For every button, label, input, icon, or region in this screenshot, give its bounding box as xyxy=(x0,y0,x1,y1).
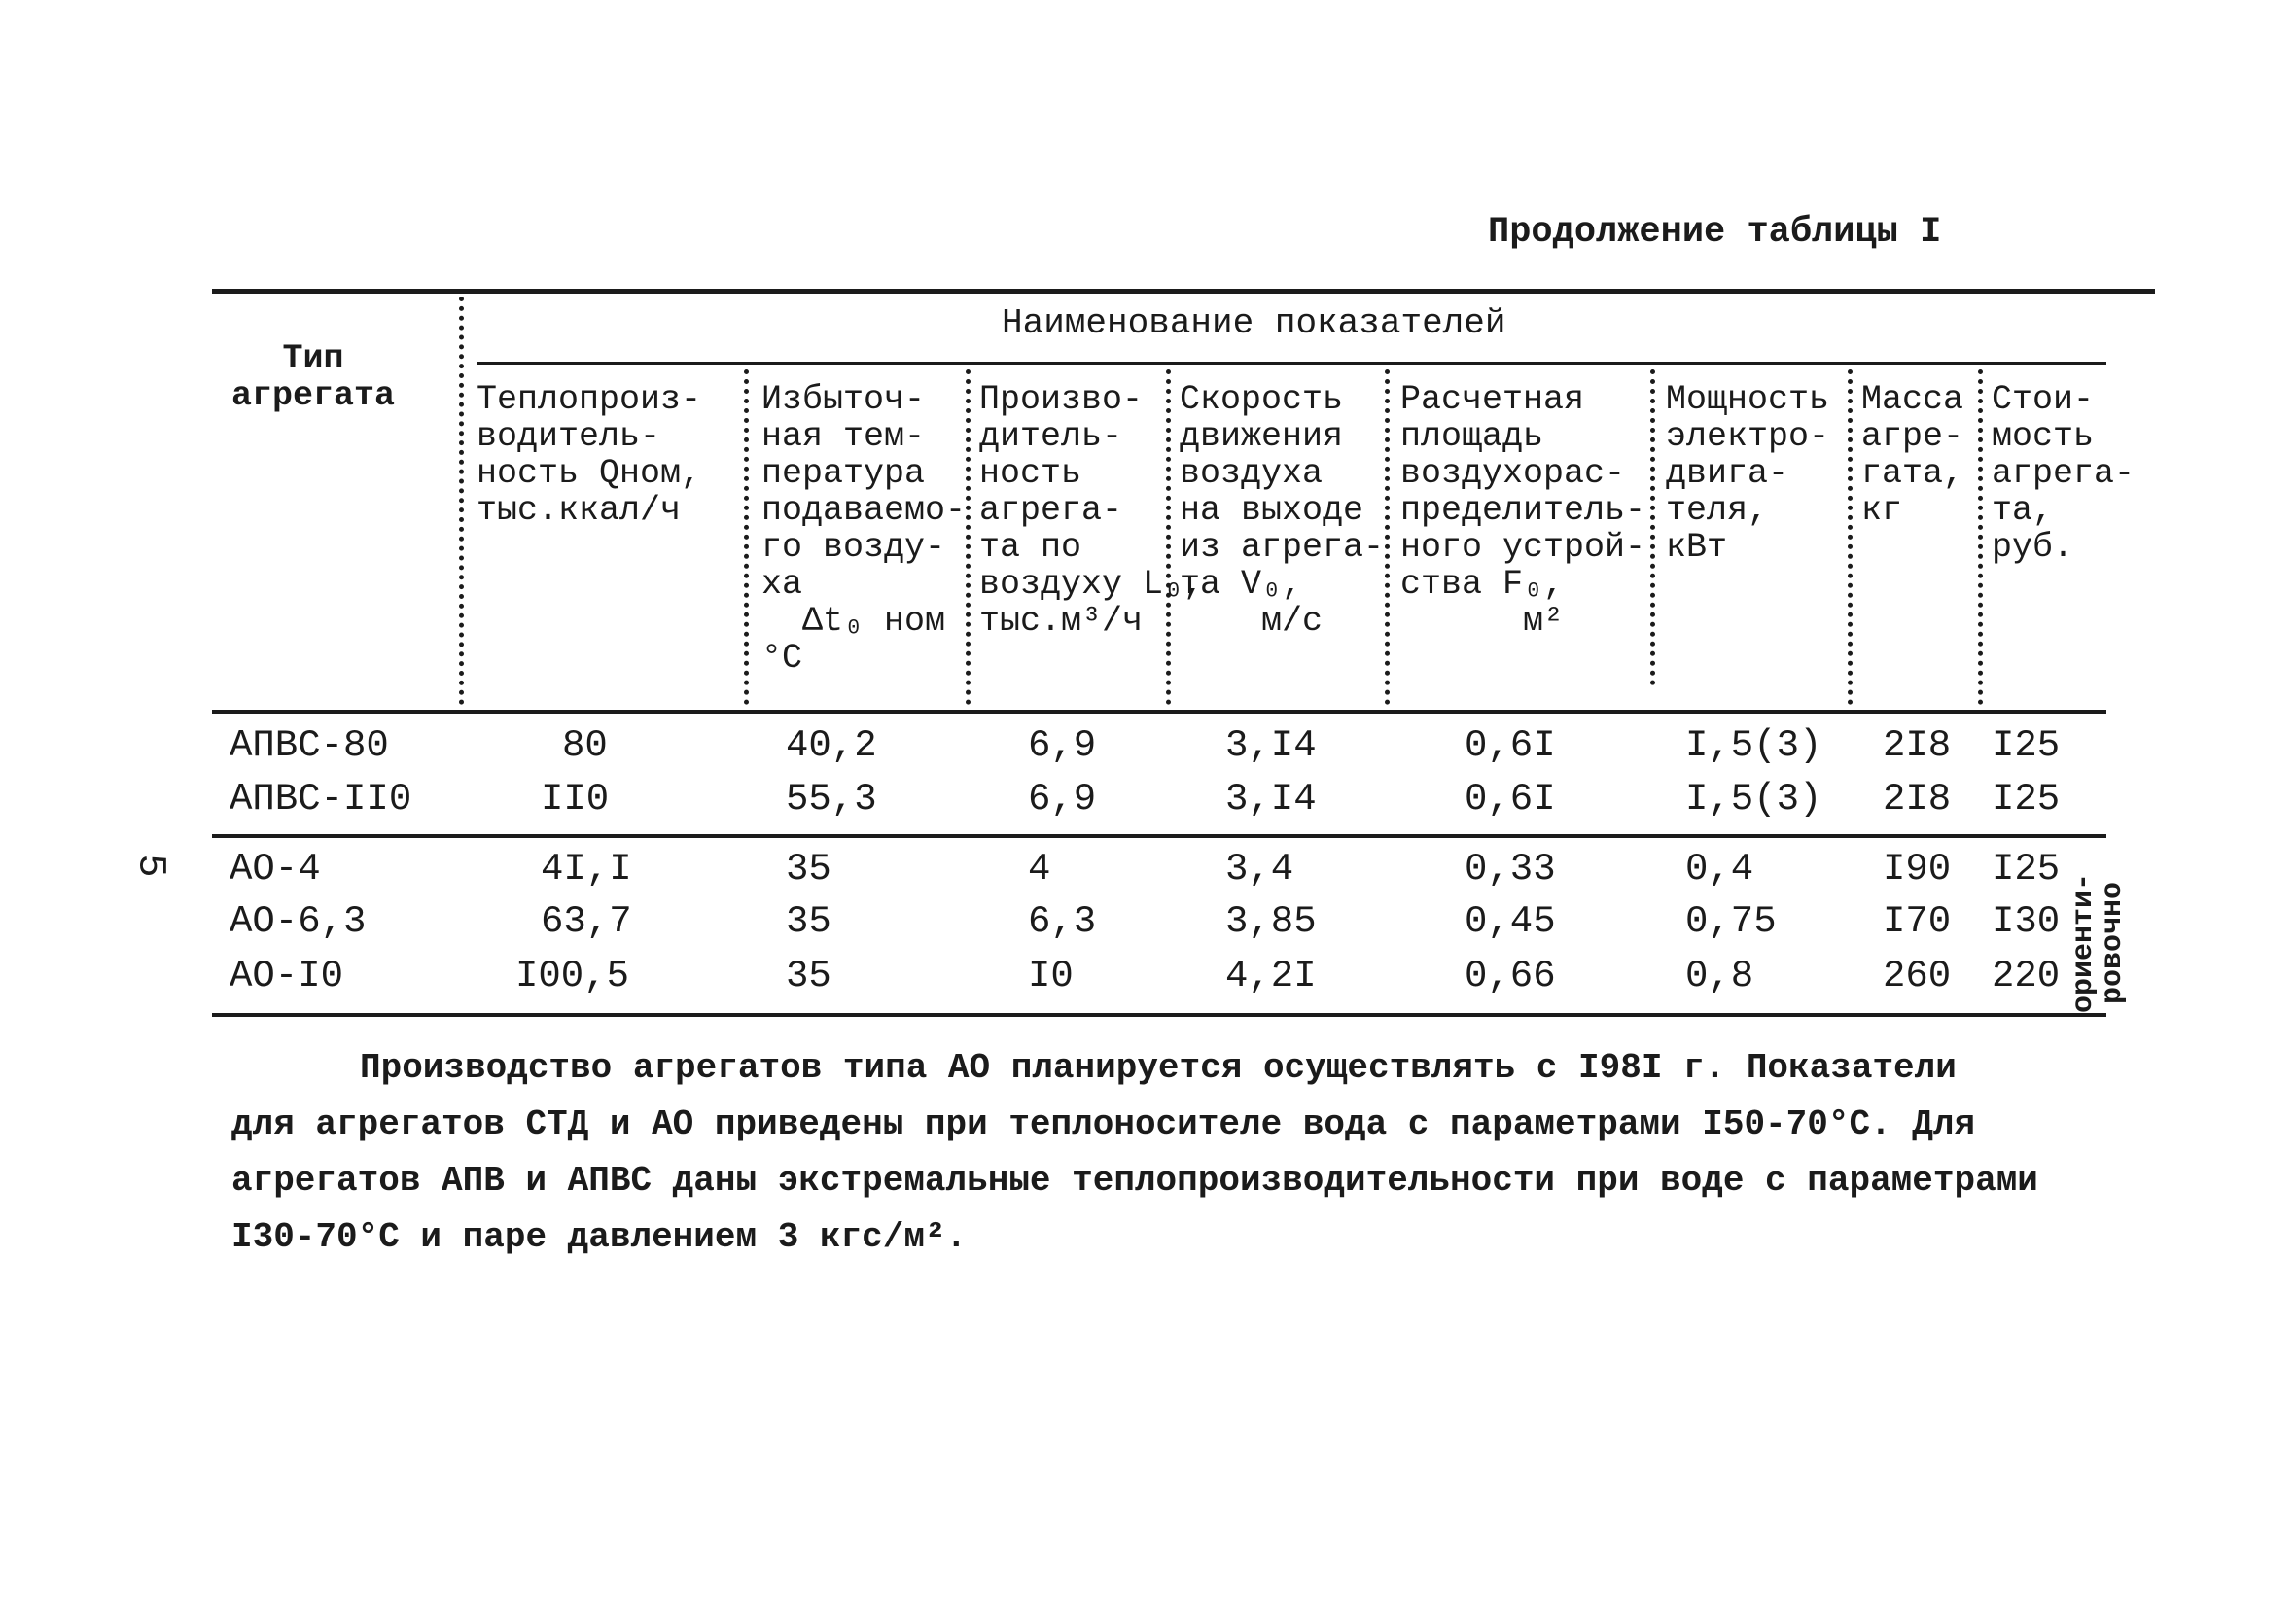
column-separator xyxy=(966,369,971,705)
group-separator-rule xyxy=(212,834,2106,838)
group-header: Наименование показателей xyxy=(1002,303,1506,343)
table-cell: 6,9 xyxy=(1028,778,1097,821)
column-header: Расчетная площадь воздухорас- пределитель- ного устрой- ства F₀, м² xyxy=(1400,380,1646,641)
header-bottom-rule xyxy=(212,710,2106,714)
table-cell: 3,85 xyxy=(1225,900,1317,943)
column-header: Избыточ- ная тем- пература подаваемо- го возду- ха Δt₀ ном °C xyxy=(761,380,967,678)
table-cell: АО-I0 xyxy=(230,955,344,997)
column-header: Произво- дитель- ность агрега- та по воздуху L₀, тыс.м³/ч xyxy=(979,380,1205,641)
table-cell: I70 xyxy=(1883,900,1952,943)
table-cell: I,5(3) xyxy=(1685,778,1822,821)
column-separator xyxy=(1848,369,1853,705)
table-bottom-rule xyxy=(212,1013,2106,1017)
table-cell: I00,5 xyxy=(515,955,630,997)
table-cell: 2I8 xyxy=(1883,724,1952,767)
table-cell: 3,I4 xyxy=(1225,724,1317,767)
table-cell: 3,I4 xyxy=(1225,778,1317,821)
table-cell: 0,4 xyxy=(1685,848,1754,891)
table-cell: 40,2 xyxy=(786,724,877,767)
table-cell: 220 xyxy=(1992,955,2061,997)
table-cell: 0,45 xyxy=(1465,900,1556,943)
table-cell: 260 xyxy=(1883,955,1952,997)
table-cell: II0 xyxy=(541,778,610,821)
note-line: для агрегатов СТД и АО приведены при теплоносителе вода с параметрами I50-70°С. Для xyxy=(231,1104,1976,1144)
table-cell: 2I8 xyxy=(1883,778,1952,821)
table-cell: 0,66 xyxy=(1465,955,1556,997)
table-cell: 55,3 xyxy=(786,778,877,821)
column-separator xyxy=(1650,369,1655,685)
table-caption: Продолжение таблицы I xyxy=(1488,212,1942,253)
table-cell: I,5(3) xyxy=(1685,724,1822,767)
table-cell: I0 xyxy=(1028,955,1074,997)
column-separator xyxy=(744,369,749,705)
table-cell: 6,3 xyxy=(1028,900,1097,943)
table-cell: 3,4 xyxy=(1225,848,1294,891)
note-line: агрегатов АПВ и АПВС даны экстремальные теплопроизводительности при воде с параметрами xyxy=(231,1161,2038,1201)
page-number: 5 xyxy=(127,854,172,878)
table-cell: 0,6I xyxy=(1465,724,1556,767)
table-cell: 35 xyxy=(786,848,831,891)
table-cell: 80 xyxy=(562,724,608,767)
table-top-rule xyxy=(212,289,2155,294)
table-cell: 35 xyxy=(786,955,831,997)
table-cell: I25 xyxy=(1992,778,2061,821)
column-header: Масса агре- гата, кг xyxy=(1861,380,1964,530)
price-note-text: ориенти- ровочно xyxy=(2067,872,2130,1014)
table-cell: 0,33 xyxy=(1465,848,1556,891)
table-cell: 6,9 xyxy=(1028,724,1097,767)
table-cell: АПВС-80 xyxy=(230,724,389,767)
table-cell: 0,75 xyxy=(1685,900,1777,943)
table-cell: I30 xyxy=(1992,900,2061,943)
column-header: Скорость движения воздуха на выходе из агрега- та V₀, м/с xyxy=(1180,380,1385,641)
table-cell: 0,8 xyxy=(1685,955,1754,997)
table-cell: АО-4 xyxy=(230,848,321,891)
table-cell: АПВС-II0 xyxy=(230,778,412,821)
table-cell: 4,2I xyxy=(1225,955,1317,997)
column-separator xyxy=(459,297,464,705)
table-cell: 4I,I xyxy=(541,848,632,891)
table-cell: 35 xyxy=(786,900,831,943)
table-cell: 63,7 xyxy=(541,900,632,943)
column-header: Мощность электро- двига- теля, кВт xyxy=(1666,380,1830,567)
table-cell: I90 xyxy=(1883,848,1952,891)
stub-header: Тип агрегата xyxy=(231,339,396,415)
price-note xyxy=(2067,856,2130,1031)
table-cell: АО-6,3 xyxy=(230,900,367,943)
column-header: Стои- мость агрега- та, руб. xyxy=(1992,380,2136,567)
note-line: I30-70°С и паре давлением 3 кгс/м². xyxy=(231,1217,968,1257)
column-separator xyxy=(1978,369,1983,705)
table-cell: 0,6I xyxy=(1465,778,1556,821)
group-header-rule xyxy=(477,362,2106,365)
table-cell: 4 xyxy=(1028,848,1051,891)
column-separator xyxy=(1385,369,1390,705)
column-header: Теплопроиз- водитель- ность Qном, тыс.ккал/ч xyxy=(477,380,702,530)
note-line: Производство агрегатов типа АО планируется осуществлять с I98I г. Показатели xyxy=(360,1048,1957,1088)
table-cell: I25 xyxy=(1992,848,2061,891)
table-cell: I25 xyxy=(1992,724,2061,767)
